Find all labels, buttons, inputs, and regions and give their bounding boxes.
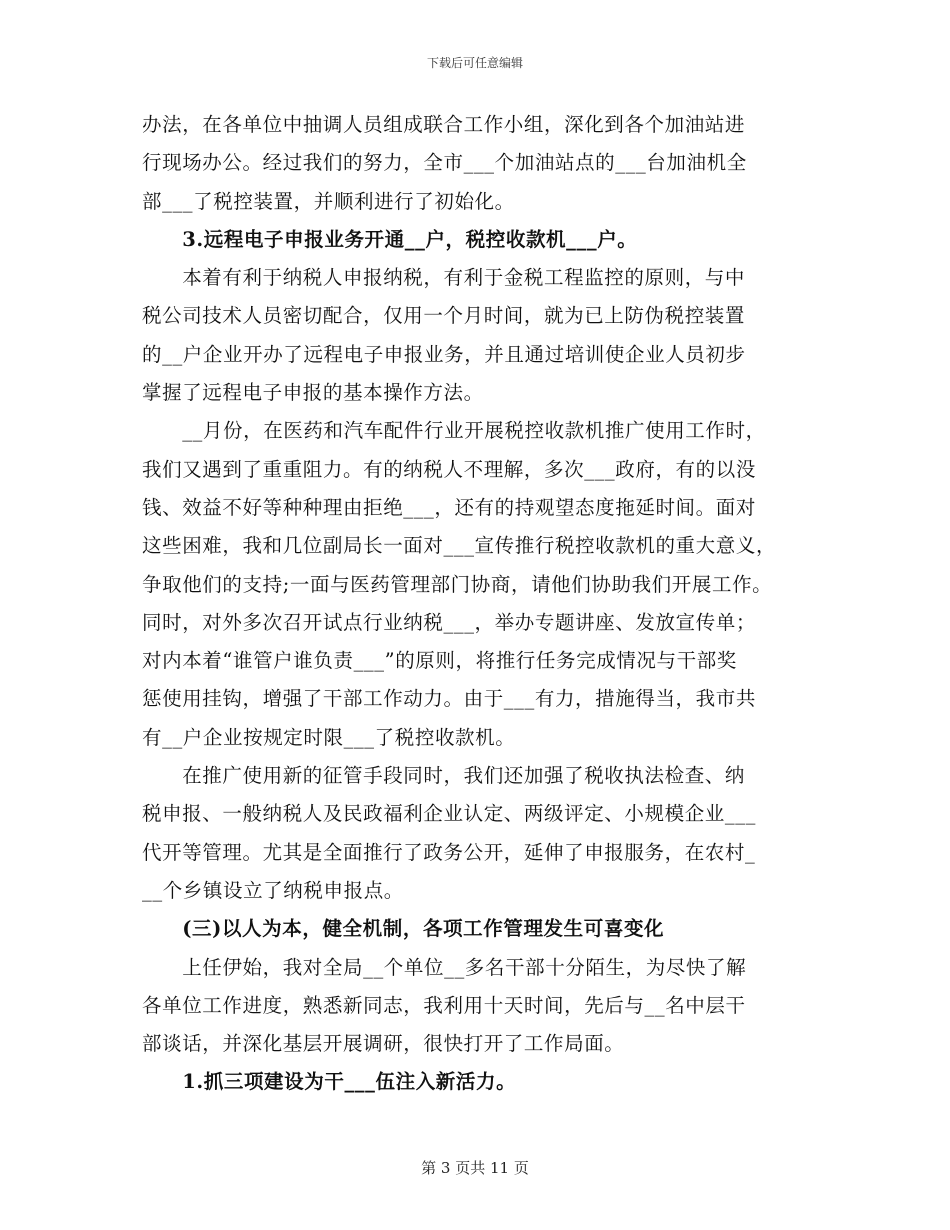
paragraph-line: 这些困难，我和几位副局长一面对___宣传推行税控收款机的重大意义， [142,534,777,558]
paragraph-line: 税申报、一般纳税人及民政福利企业认定、两级评定、小规模企业___ [142,802,756,826]
paragraph-line: 的__户企业开办了远程电子申报业务，并且通过培训使企业人员初步 [142,342,746,366]
section-heading-line: (三)以人为本，健全机制，各项工作管理发生可喜变化 [142,917,665,941]
paragraph-line: 部___了税控装置，并顺利进行了初始化。 [142,189,515,213]
paragraph-line: 掌握了远程电子申报的基本操作方法。 [142,381,484,405]
paragraph-line: 有__户企业按规定时限___了税控收款机。 [142,725,516,749]
document-body [142,106,812,1102]
paragraph-line: 本着有利于纳税人申报纳税，有利于金税工程监控的原则，与中 [142,266,746,290]
paragraph-line: 税公司技术人员密切配合，仅用一个月时间，就为已上防伪税控装置 [142,304,746,328]
section-heading-line: 3.远程电子申报业务开通__户，税控收款机___户。 [142,227,638,251]
paragraph-line: 我们又遇到了重重阻力。有的纳税人不理解，多次___政府，有的以没 [142,457,756,481]
paragraph-line: 代开等管理。尤其是全面推行了政务公开，延伸了申报服务，在农村_ [142,840,756,864]
paragraph-line: __月份，在医药和汽车配件行业开展税控收款机推广使用工作时， [142,419,766,443]
paragraph-line: 惩使用挂钩，增强了干部工作动力。由于___有力，措施得当，我市共 [142,687,756,711]
paragraph-line: 争取他们的支持;一面与医药管理部门协商，请他们协助我们开展工作。 [142,572,773,596]
section-heading-line: 1.抓三项建设为干___伍注入新活力。 [142,1070,517,1094]
paragraph-line: 对内本着“谁管户谁负责___”的原则，将推行任务完成情况与干部奖 [142,649,737,673]
paragraph-line: 行现场办公。经过我们的努力，全市___个加油站点的___台加油机全 [142,151,747,175]
paragraph-line: 在推广使用新的征管手段同时，我们还加强了税收执法检查、纳 [142,764,746,788]
paragraph-line: __个乡镇设立了纳税申报点。 [142,878,404,902]
paragraph-line: 上任伊始，我对全局__个单位__多名干部十分陌生，为尽快了解 [142,955,747,979]
paragraph-line: 办法，在各单位中抽调人员组成联合工作小组，深化到各个加油站进 [142,113,746,136]
paragraph-line: 同时，对外多次召开试点行业纳税___，举办专题讲座、发放宣传单； [142,610,756,634]
paragraph-line: 各单位工作进度，熟悉新同志，我利用十天时间，先后与__名中层干 [142,993,746,1017]
page-header: 下载后可任意编辑 [426,56,523,70]
paragraph-line: 钱、效益不好等种种理由拒绝___，还有的持观望态度拖延时间。面对 [142,495,756,519]
page-footer: 第 3 页共 11 页 [421,1159,529,1177]
paragraph-line: 部谈话，并深化基层开展调研，很快打开了工作局面。 [142,1032,625,1056]
